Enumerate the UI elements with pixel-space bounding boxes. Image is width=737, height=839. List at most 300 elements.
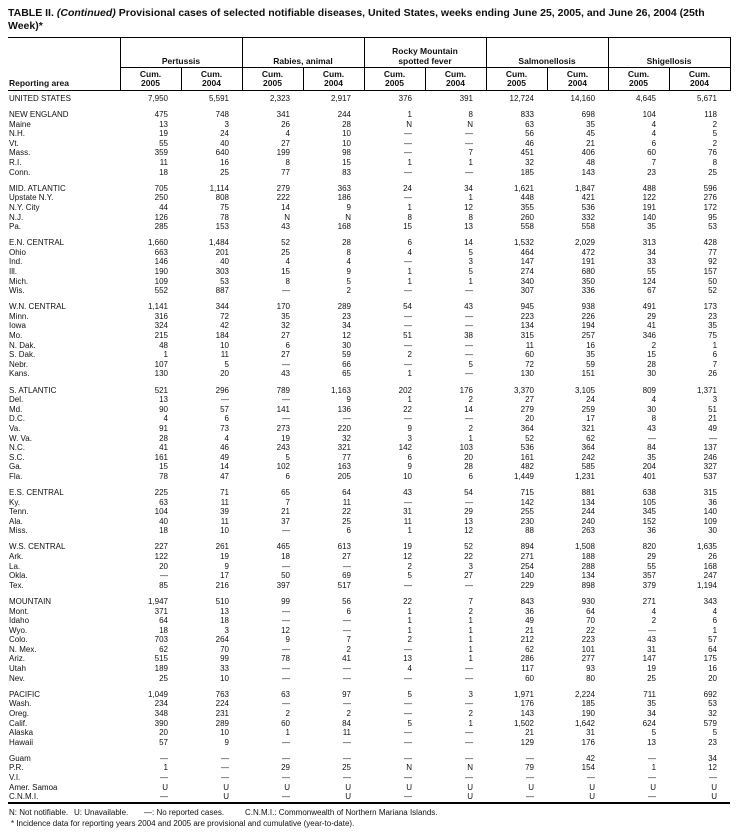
value-cell: — [404,699,412,709]
value-cell: 264 [215,635,229,645]
table-row-ga [8,462,730,472]
value-cell: 35 [586,350,596,360]
table-row-r-i [8,158,730,168]
cum-year: 2004 [568,78,587,88]
value-cell: 25 [708,167,718,177]
value-cell: — [404,737,412,747]
value-cell: — [282,792,290,802]
value-cell: 240 [581,516,596,526]
value-cell: 53 [708,699,718,709]
value-cell: 56 [342,596,351,606]
value-cell: 510 [215,596,229,606]
value-cell: — [404,673,412,683]
value-cell: 692 [703,689,718,699]
value-cell: 5,591 [208,94,229,103]
value-cell: 247 [703,571,718,581]
value-cell: 30 [647,404,657,414]
table-row-ohio [8,248,730,258]
value-cell: 146 [154,257,168,267]
value-cell: 1,847 [574,183,596,193]
area-cell: S. Dak. [9,350,36,360]
area-cell: Ala. [9,516,23,526]
area-cell: P.R. [9,763,24,773]
value-cell: 83 [342,167,351,177]
value-cell: 1,141 [147,302,168,312]
table-row-mont [8,607,730,617]
value-cell: 6 [346,606,351,616]
value-cell: 140 [703,507,718,517]
value-cell: N [345,212,351,222]
value-cell: — [221,395,229,405]
area-cell: Alaska [9,728,34,738]
value-cell: 558 [520,222,534,232]
value-cell: 13 [159,119,168,129]
value-cell: 11 [403,516,412,526]
value-cell: 1 [468,276,473,286]
value-cell: 33 [647,257,657,267]
value-cell: 47 [220,471,229,481]
value-cell: 2 [346,644,351,654]
value-cell: — [465,580,473,590]
table-title-label: TABLE II. [8,7,54,19]
value-cell: 6 [468,471,473,481]
value-cell: 640 [215,148,229,158]
value-cell: 109 [154,276,168,286]
value-cell: 15 [281,267,290,276]
value-cell: 60 [525,350,534,360]
value-cell: 52 [281,238,290,248]
value-cell: 705 [154,183,168,193]
value-cell: 6 [346,526,351,536]
table-row-w-n-central [8,302,730,312]
value-cell: 2,917 [330,94,351,103]
footnote-legend [8,808,729,819]
value-cell: 271 [520,552,534,562]
value-cell: 894 [520,542,534,552]
value-cell: 118 [704,110,718,120]
value-cell: 28 [342,238,351,248]
value-cell: — [282,673,290,683]
value-cell: 8 [468,212,473,222]
table-row-mass [8,148,730,158]
value-cell: 173 [703,302,718,312]
table-row-guam [8,754,730,764]
value-cell: 52 [464,542,473,552]
value-cell: 152 [642,516,657,526]
area-cell: Del. [9,395,24,405]
value-cell: 18 [281,552,290,562]
area-cell: Mont. [9,606,30,616]
value-cell: — [404,286,412,296]
table-row-tex [8,581,730,591]
value-cell: 19 [403,542,412,552]
table-row-alaska [8,728,730,738]
value-cell: 51 [708,404,718,414]
cum-year: 2004 [324,78,343,88]
value-cell: 73 [220,423,229,433]
table-row-nebr [8,360,730,370]
value-cell: 4 [407,664,412,674]
value-cell: 3 [224,625,229,635]
value-cell: 84 [342,718,351,728]
value-cell: 27 [525,395,534,405]
value-cell: 29 [647,311,657,321]
value-cell: 43 [403,487,412,497]
value-cell: 482 [520,462,534,472]
area-cell: N. Mex. [9,644,37,654]
value-cell: 161 [520,452,534,462]
value-cell: 820 [642,542,657,552]
value-cell: 517 [337,580,351,590]
value-cell: 184 [215,331,229,341]
value-cell: — [404,753,412,763]
value-cell: 9 [346,202,351,212]
value-cell: 346 [642,331,657,341]
value-cell: 23 [708,737,718,747]
value-cell: 881 [581,487,596,497]
value-cell: 4 [712,606,718,616]
value-cell: 109 [703,516,718,526]
value-cell: U [223,782,229,792]
table-row-minn [8,312,730,322]
value-cell: 34 [708,753,718,763]
value-cell: 22 [403,404,412,414]
value-cell: 50 [708,276,718,286]
value-cell: — [343,561,351,571]
value-cell: 5 [712,728,718,738]
table-row-c-n-m-i [8,792,730,803]
value-cell: 77 [342,452,351,462]
table-row-maine [8,120,730,130]
value-cell: 20 [159,561,168,571]
value-cell: 315 [703,487,718,497]
value-cell: 24 [586,395,596,405]
value-cell: 18 [159,526,168,536]
value-cell: 34 [647,708,657,718]
value-cell: 1,660 [147,238,168,248]
value-cell: 536 [581,202,596,212]
table-row-wyo [8,626,730,636]
value-cell: 11 [220,516,229,526]
area-cell: Wyo. [9,625,28,635]
area-cell: Vt. [9,138,19,148]
value-cell: 296 [215,385,229,395]
value-cell: 316 [154,311,168,321]
table-row-calif [8,719,730,729]
value-cell: 22 [464,552,473,562]
table-row-wis [8,286,730,296]
value-cell: — [404,311,412,321]
value-cell: 2,029 [574,238,596,248]
area-cell: Nebr. [9,359,29,369]
value-cell: 124 [642,276,657,286]
value-cell: 28 [342,119,351,129]
value-cell: 1,449 [513,471,534,481]
value-cell: — [282,526,290,536]
area-cell: E.N. CENTRAL [9,238,65,248]
value-cell: 843 [520,596,534,606]
table-row-mo [8,331,730,341]
value-cell: 102 [276,462,290,472]
area-cell: N.Y. City [9,202,40,212]
cum-2005-header [364,68,425,91]
value-cell: 5 [407,718,412,728]
area-cell: La. [9,561,21,571]
value-cell: — [404,129,412,139]
value-cell: 261 [215,542,229,552]
value-cell: 15 [403,222,412,232]
value-cell: 1,231 [574,471,596,481]
value-cell: — [282,699,290,709]
value-cell: 938 [581,302,596,312]
value-cell: U [650,782,657,792]
value-cell: 30 [647,369,657,379]
area-cell: Ga. [9,462,22,472]
table-row-s-c [8,453,730,463]
value-cell: 48 [159,340,168,350]
value-cell: 255 [520,507,534,517]
value-cell: — [404,138,412,148]
value-cell: 12,724 [509,94,534,103]
value-cell: U [345,792,351,802]
value-cell: 1,114 [209,183,229,193]
value-cell: — [465,728,473,738]
value-cell: — [526,773,534,782]
value-cell: 1 [407,395,412,405]
value-cell: 25 [281,247,290,257]
table-row-n-mex [8,645,730,655]
value-cell: 70 [220,644,229,654]
value-cell: 59 [586,359,596,369]
table-row-oreg [8,709,730,719]
value-cell: 157 [703,267,718,276]
value-cell: 19 [220,552,229,562]
value-cell: 35 [647,222,657,232]
value-cell: 1 [712,340,718,350]
value-cell: 17 [220,571,229,581]
value-cell: 259 [581,404,596,414]
value-cell: 63 [159,497,168,507]
cum-year: 2005 [263,78,282,88]
value-cell: 1 [407,606,412,616]
value-cell: — [160,773,168,782]
value-cell: 12 [342,331,351,341]
area-cell: Ohio [9,247,26,257]
area-cell: UNITED STATES [9,94,71,103]
value-cell: 7 [285,497,290,507]
value-cell: 43 [647,635,657,645]
value-cell: 216 [215,580,229,590]
value-cell: 53 [708,222,718,232]
value-cell: 1 [163,350,168,360]
value-cell: 71 [220,487,229,497]
value-cell: 763 [215,689,229,699]
value-cell: 808 [215,193,229,203]
area-cell: Md. [9,404,23,414]
area-cell: E.S. CENTRAL [9,487,64,497]
value-cell: 379 [642,580,657,590]
table-row-utah [8,664,730,674]
value-cell: 9 [407,462,412,472]
value-cell: 130 [520,369,534,379]
value-cell: 18 [220,616,229,626]
value-cell: 20 [159,728,168,738]
value-cell: 8 [285,276,290,286]
group-header-salmonellosis [486,38,608,68]
value-cell: 6 [407,238,412,248]
cum-2004-header [547,68,608,91]
value-cell: 475 [154,110,168,120]
table-row-upstate-n-y [8,193,730,203]
value-cell: 1 [407,202,412,212]
area-cell: PACIFIC [9,689,40,699]
value-cell: 260 [520,212,534,222]
value-cell: 23 [647,167,657,177]
value-cell: 1 [468,625,473,635]
value-cell: — [404,321,412,331]
area-cell: Wis. [9,286,25,296]
value-cell: 35 [647,699,657,709]
area-cell: W. Va. [9,433,32,443]
group-header-pertussis [120,38,242,68]
value-cell: 279 [276,183,290,193]
value-cell: 336 [581,286,596,296]
value-cell: 23 [708,311,718,321]
value-cell: 11 [159,158,168,168]
value-cell: 638 [642,487,657,497]
group-header-label: Shigellosis [646,55,692,66]
value-cell: 7 [651,158,657,168]
value-cell: 34 [342,321,351,331]
cum-label: Cum. [383,69,406,79]
value-cell: — [404,728,412,738]
value-cell: 4 [407,247,412,257]
value-cell: — [465,167,473,177]
cum-year: 2005 [507,78,526,88]
value-cell: 289 [215,718,229,728]
value-cell: 1,947 [147,596,168,606]
value-cell: 16 [586,340,596,350]
value-cell: 54 [403,302,412,312]
cum-year: 2004 [202,78,221,88]
value-cell: 15 [159,462,168,472]
value-cell: 84 [647,443,657,453]
value-cell: 80 [586,673,596,683]
value-cell: 43 [281,369,290,379]
value-cell: 77 [708,247,718,257]
value-cell: 345 [642,507,657,517]
value-cell: — [404,644,412,654]
area-cell: Conn. [9,167,31,177]
value-cell: 90 [159,404,168,414]
value-cell: 1 [407,158,412,168]
value-cell: 313 [642,238,657,248]
value-cell: 1,484 [208,238,229,248]
value-cell: 2 [712,138,718,148]
value-cell: 220 [337,423,351,433]
value-cell: 20 [708,673,718,683]
table-row-fla [8,472,730,482]
value-cell: 30 [342,340,351,350]
value-cell: — [343,753,351,763]
value-cell: 3 [468,257,473,267]
value-cell: 1 [468,654,473,664]
value-cell: — [282,286,290,296]
value-cell: 95 [708,212,718,222]
value-cell: 122 [642,193,657,203]
value-cell: 140 [520,571,534,581]
area-cell: D.C. [9,414,25,424]
value-cell: 194 [581,321,596,331]
cum-2004-header [669,68,730,91]
value-cell: 1 [468,635,473,645]
value-cell: 273 [276,423,290,433]
table-row-conn [8,168,730,178]
area-cell: Guam [9,753,31,763]
value-cell: 43 [281,222,290,232]
value-cell: 55 [159,138,168,148]
value-cell: 1 [468,644,473,654]
value-cell: 70 [586,616,596,626]
table-row-n-h [8,129,730,139]
table-row-va [8,424,730,434]
value-cell: 78 [281,654,290,664]
value-cell: 4 [651,119,657,129]
area-cell: Ark. [9,552,24,562]
cum-year: 2005 [141,78,160,88]
value-cell: 8 [346,247,351,257]
value-cell: 32 [342,433,351,443]
value-cell: 1 [468,718,473,728]
value-cell: 77 [281,167,290,177]
value-cell: — [465,138,473,148]
value-cell: 244 [337,110,351,120]
value-cell: 142 [520,497,534,507]
value-cell: — [404,497,412,507]
value-cell: 2 [468,423,473,433]
area-cell: W.N. CENTRAL [9,302,66,312]
value-cell: — [343,616,351,626]
value-cell: 243 [276,443,290,453]
value-cell: 332 [581,212,596,222]
value-cell: — [465,340,473,350]
value-cell: 42 [586,753,596,763]
value-cell: 107 [154,359,168,369]
value-cell: 78 [159,471,168,481]
value-cell: 26 [708,369,718,379]
table-row-tenn [8,507,730,517]
value-cell: 54 [464,487,473,497]
table-row-idaho [8,616,730,626]
value-cell: 41 [342,654,351,664]
table-row-mountain [8,597,730,607]
area-cell: Ariz. [9,654,25,664]
value-cell: 1 [468,433,473,443]
value-cell: 624 [642,718,657,728]
value-cell: U [406,782,412,792]
value-cell: 226 [581,311,596,321]
value-cell: 190 [154,267,168,276]
value-cell: 7 [468,596,473,606]
value-cell: 134 [520,321,534,331]
value-cell: 9 [346,267,351,276]
value-cell: U [345,782,351,792]
area-cell: Okla. [9,571,28,581]
value-cell: 168 [703,561,718,571]
value-cell: — [404,359,412,369]
value-cell: 703 [154,635,168,645]
cum-label: Cum. [200,69,223,79]
